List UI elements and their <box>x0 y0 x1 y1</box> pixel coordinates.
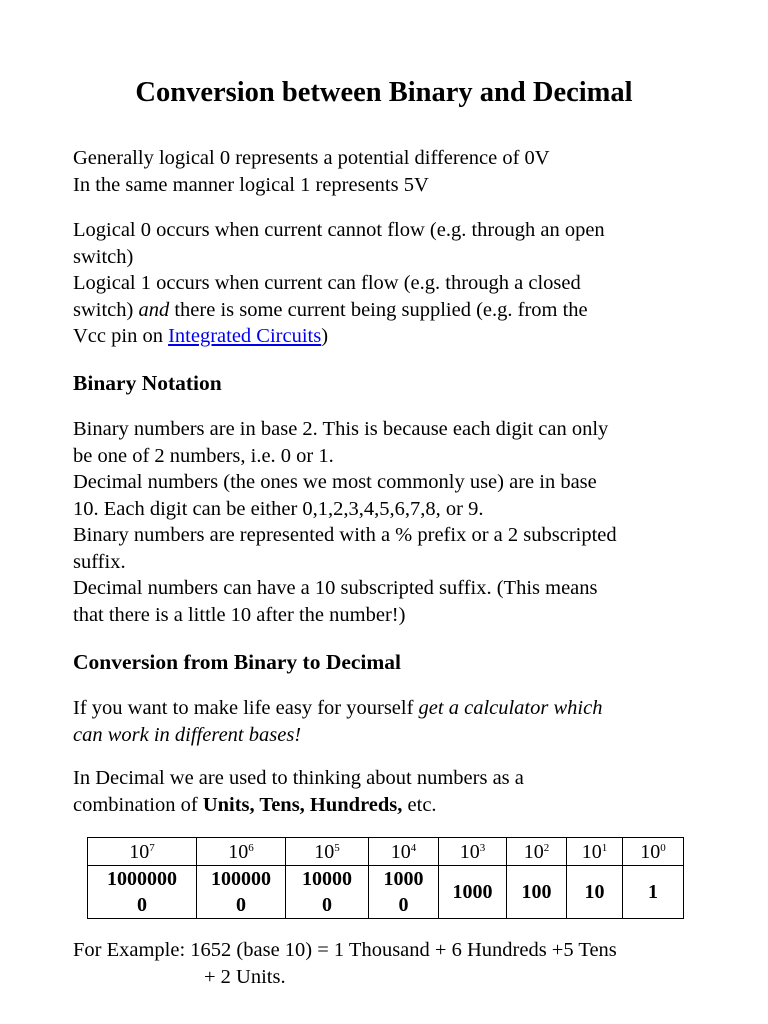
value-cell: 1000000 0 <box>88 866 197 919</box>
units-paragraph <box>73 765 713 818</box>
table-row-values <box>88 866 684 919</box>
logic-0-line-1: Logical 0 occurs when current cannot flow (e.g. through an open <box>73 219 605 241</box>
logic-1-line-3-pre: Vcc pin on <box>73 325 169 347</box>
value-cell: 1000 0 <box>369 866 439 919</box>
power-cell: $10^3$ <box>439 838 507 866</box>
binary-notation-paragraph <box>73 416 713 628</box>
power-cell: $10^4$ <box>369 838 439 866</box>
units-pre: combination of <box>73 793 203 816</box>
binary-notation-line: suffix. <box>73 550 126 573</box>
binary-notation-heading: Binary Notation <box>73 371 222 395</box>
example-paragraph <box>73 937 713 990</box>
value-cell: 1000 <box>439 866 507 919</box>
power-cell: $10^6$ <box>197 838 286 866</box>
power-cell: $10^2$ <box>507 838 567 866</box>
logic-1-emphasis: and <box>138 298 170 321</box>
intro-paragraph <box>73 145 713 198</box>
power-cell: $10^7$ <box>88 838 197 866</box>
value-cell: 100 <box>507 866 567 919</box>
value-cell: 10 <box>567 866 623 919</box>
calculator-tip-line-1 <box>73 695 713 722</box>
logic-0-line-2: switch) <box>73 245 134 268</box>
units-bold: Units, Tens, Hundreds, <box>202 793 403 816</box>
intro-line-2: In the same manner logical 1 represents 5V <box>73 173 429 196</box>
logic-1-line-2 <box>73 297 713 324</box>
binary-notation-line: that there is a little 10 after the number!) <box>73 603 406 626</box>
place-value-table <box>87 837 684 919</box>
calculator-tip <box>73 695 713 748</box>
example-line-1: For Example: 1652 (base 10) = 1 Thousand + 6 Hundreds +5 Tens <box>73 939 617 961</box>
logic-paragraph <box>73 217 713 350</box>
binary-notation-line: Binary numbers are represented with a % prefix or a 2 subscripted <box>73 524 617 546</box>
binary-notation-line: be one of 2 numbers, i.e. 0 or 1. <box>73 444 334 467</box>
value-cell: 100000 0 <box>197 866 286 919</box>
power-cell: $10^0$ <box>623 838 684 866</box>
intro-line-1: Generally logical 0 represents a potential difference of 0V <box>73 147 550 169</box>
value-cell: 1 <box>623 866 684 919</box>
logic-1-line-2-pre: switch) <box>73 298 139 321</box>
binary-notation-line: Decimal numbers can have a 10 subscripted suffix. (This means <box>73 577 598 599</box>
units-line-2 <box>73 792 713 819</box>
integrated-circuits-link[interactable]: Integrated Circuits <box>168 325 322 347</box>
power-cell: $10^1$ <box>567 838 623 866</box>
conversion-heading: Conversion from Binary to Decimal <box>73 650 402 674</box>
logic-1-line-3-post: ) <box>321 325 329 347</box>
binary-notation-line: Decimal numbers (the ones we most commonly use) are in base <box>73 471 597 493</box>
units-line-1: In Decimal we are used to thinking about numbers as a <box>73 767 524 789</box>
page-title: Conversion between Binary and Decimal <box>135 77 633 108</box>
calculator-tip-emphasis-1: get a calculator which <box>418 697 603 719</box>
logic-1-line-1: Logical 1 occurs when current can flow (e.g. through a closed <box>73 272 581 294</box>
table-row-powers <box>88 838 684 866</box>
binary-notation-line: 10. Each digit can be either 0,1,2,3,4,5,6,7,8, or 9. <box>73 497 484 520</box>
example-line-2: + 2 Units. <box>204 965 286 988</box>
binary-notation-line: Binary numbers are in base 2. This is because each digit can only <box>73 418 609 440</box>
power-cell: $10^5$ <box>286 838 369 866</box>
value-cell: 10000 0 <box>286 866 369 919</box>
logic-1-line-2-post: there is some current being supplied (e.g. from the <box>169 298 588 321</box>
logic-1-line-3 <box>73 323 713 350</box>
calculator-tip-pre: If you want to make life easy for yourself <box>73 697 419 719</box>
calculator-tip-emphasis-2: can work in different bases! <box>73 723 302 746</box>
calculator-tip-line-2 <box>73 722 713 749</box>
units-post: etc. <box>402 793 437 816</box>
